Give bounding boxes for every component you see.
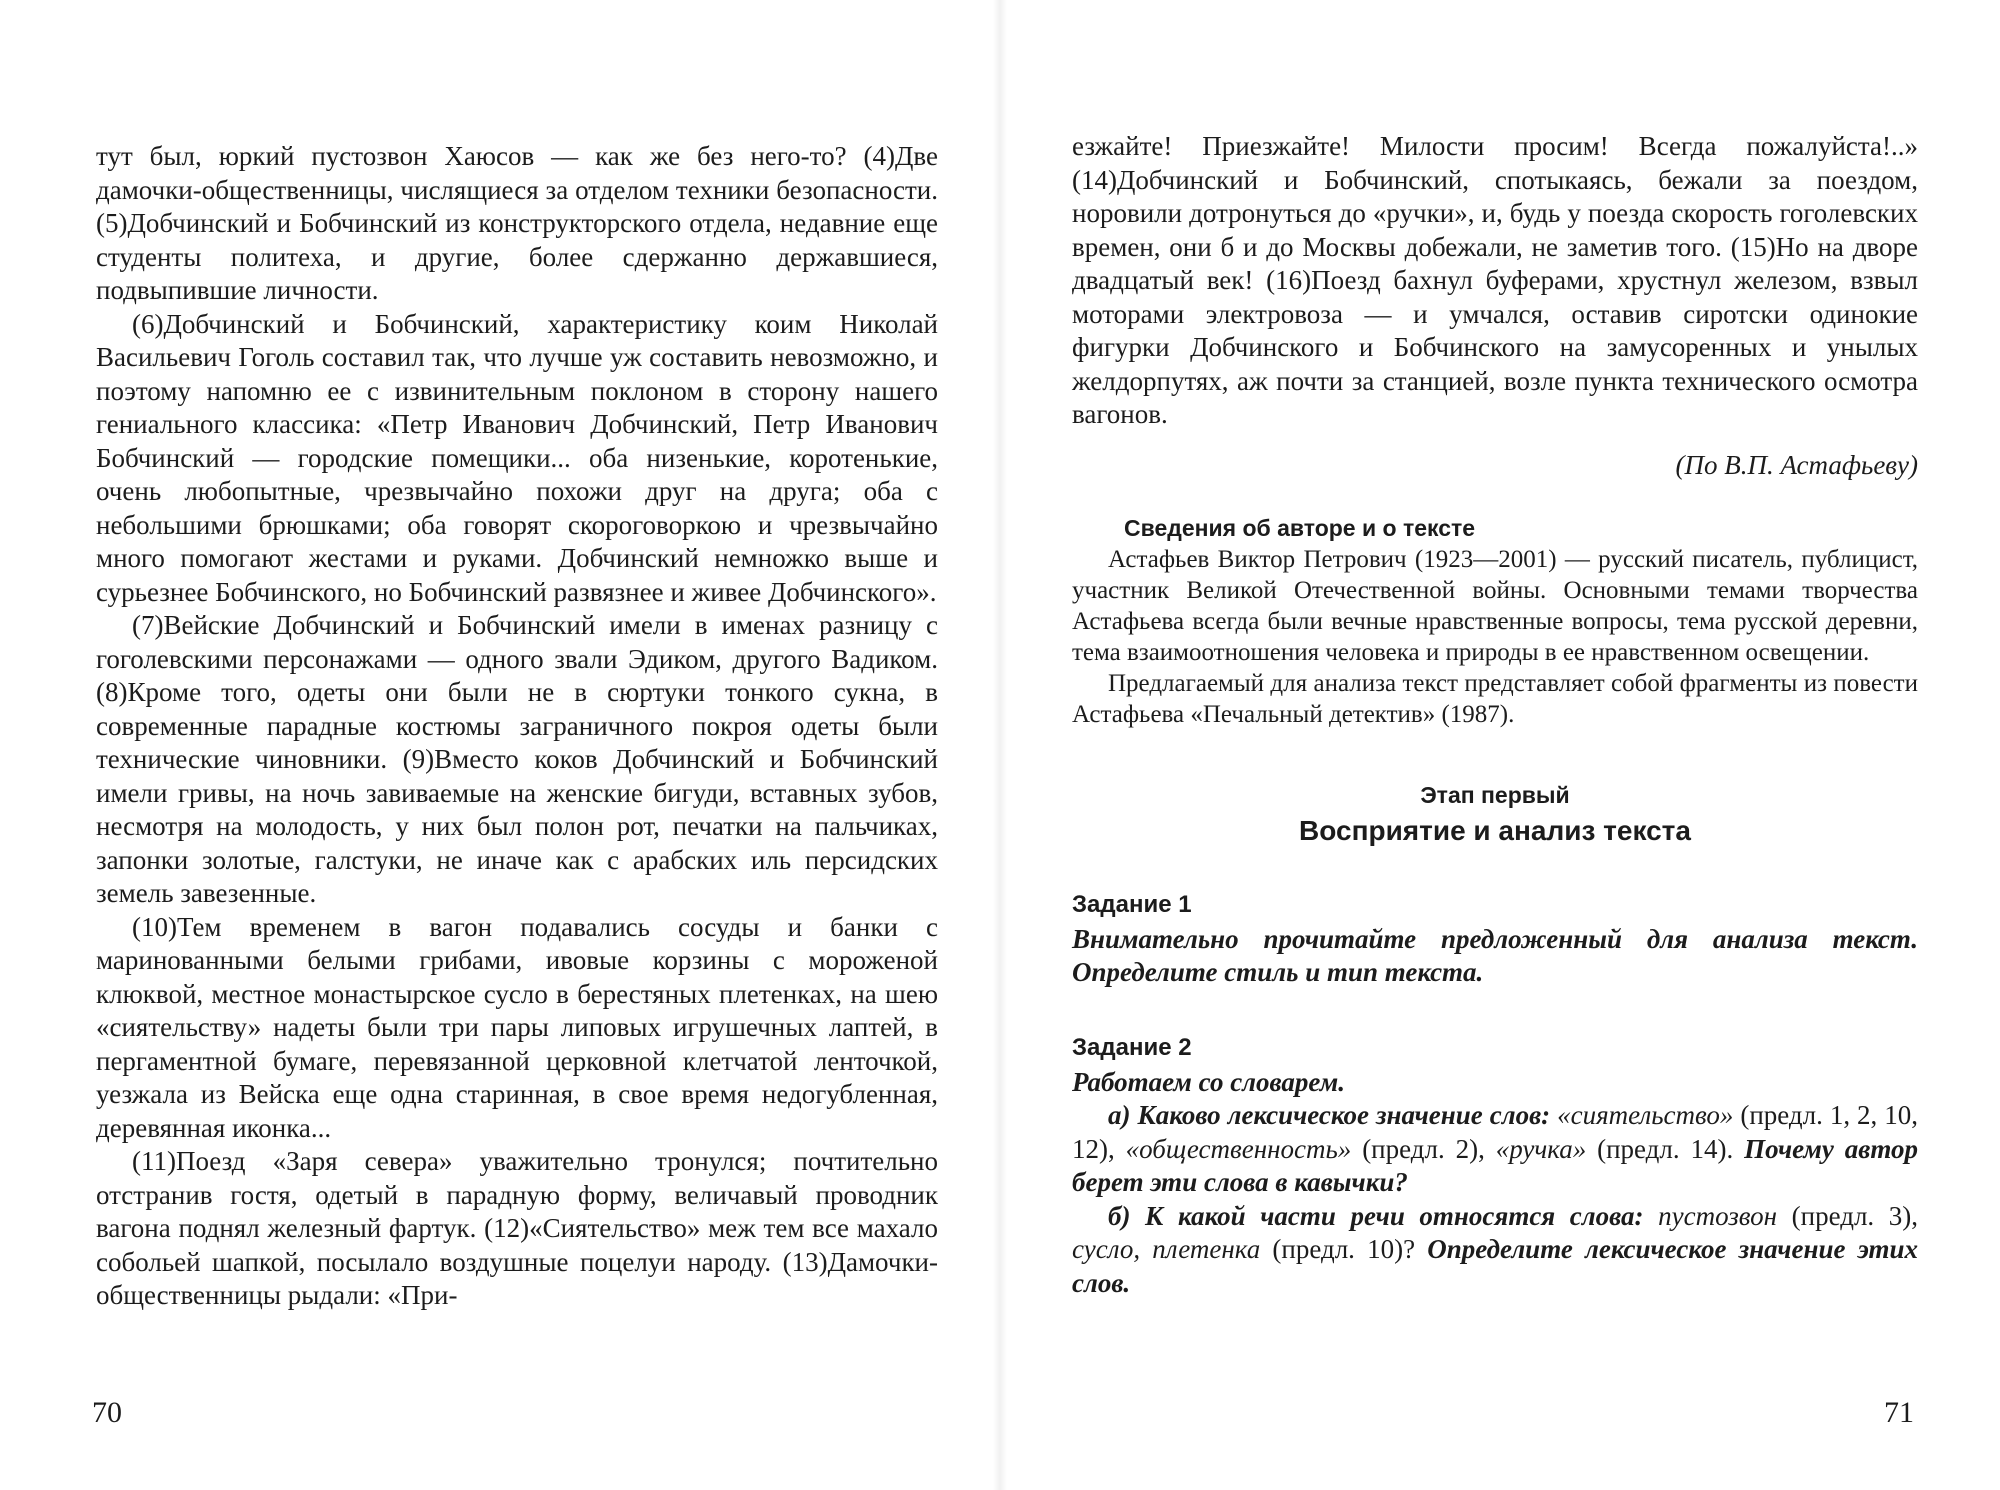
stage-title: Восприятие и анализ текста [1299,814,1691,846]
task-2a-ref-3: (предл. 14). [1597,1133,1734,1164]
task-2b-question: б) К какой части речи относятся слова: [1108,1200,1644,1231]
task-2b-word-1: пустозвон [1658,1200,1778,1231]
left-paragraph-5: (11)Поезд «Заря севера» уважительно тронулся; почтительно отстранив гостя, одетый в парадную форму, величавый проводник вагона поднял железный фартук. (12)«Сиятельство» меж тем все махало собольей шапкой, посылало воздушные поцелуи народу. (13)Дамочки-общественницы рыдали: «При- [96,1146,938,1310]
task-2a-question: а) Каково лексическое значение слов: [1108,1100,1551,1130]
page-number-left: 70 [92,1396,122,1429]
task-2a-word-3: «ручка» [1495,1133,1587,1164]
task-1-heading: Задание 1 [1072,890,1192,918]
task-2-question-a [1072,1099,1918,1200]
task-2b-question-2: Определите лексическое значение этих слов. [1072,1234,1918,1298]
task-2a-word-2: «общественность» [1125,1133,1352,1164]
attribution: (По В.П. Астафьеву) [1675,449,1918,480]
task-2-intro: Работаем со словарем. [1072,1066,1345,1097]
left-paragraph-4: (10)Тем временем в вагон подавались сосуды и банки с маринованными белыми грибами, ивовые корзины с мороженой клюквой, местное монастырское сусло в берестяных плетенках, на шею «сиятельству» надеты были три пары липовых игрушечных лаптей, в пергаментной бумаге, перевязанной церковной клетчатой ленточкой, уезжала из Вейска еще одна старинная, в свое время недогубленная, деревянная иконка... [96,911,938,1143]
task-2a-ref-1: (предл. 1, 2, 10, 12), [1072,1100,1919,1164]
right-page [1000,0,2000,1490]
task-2b-ref-1: (предл. 3), [1791,1200,1919,1231]
left-paragraph-1: тут был, юркий пустозвон Хаюсов — как же без него-то? (4)Две дамочки-общественницы, числящиеся за отделом техники безопасности. (5)Добчинский и Бобчинский из конструкторского отдела, недавние еще студенты политеха, и другие, более сдержанно державшиеся, подвыпившие личности. [96,141,938,305]
right-paragraph-1: езжайте! Приезжайте! Милости просим! Всегда пожалуйста!..» (14)Добчинский и Бобчинский, спотыкаясь, бежали за поездом, норовили дотронуться до «ручки», и, будь у поезда скорость гоголевских времен, они б и до Москвы добежали, не заметив того. (15)Но на дворе двадцатый век! (16)Поезд бахнул буферами, хрустнул железом, взвыл моторами электровоза — и умчался, оставив сиротски одинокие фигурки Добчинского и Бобчинского на замусоренных и унылых желдорпутях, аж почти за станцией, возле пункта технического осмотра вагонов. [1072,131,1918,429]
task-2a-question-2: Почему автор берет эти слова в кавычки? [1072,1133,1919,1197]
task-2b-word-2: сусло, плетенка [1072,1234,1261,1264]
left-paragraph-3: (7)Вейские Добчинский и Бобчинский имели в именах разницу с гоголевскими персонажами — одного звали Эдиком, другого Вадиком. (8)Кроме того, одеты они были не в сюртуки тонкого сукна, в современные парадные костюмы заграничного покроя одеты были технические чиновники. (9)Вместо коков Добчинский и Бобчинский имели гривы, на ночь завиваемые на женские бигуди, вставных зубов, несмотря на молодость, у них был полон рот, печатки на пальчиках, запонки золотые, галстуки, не иначе как с арабских иль персидских земель завезенные. [96,610,938,908]
stage-label: Этап первый [1420,781,1570,808]
left-paragraph-2: (6)Добчинский и Бобчинский, характеристику коим Николай Васильевич Гоголь составил так, что лучше уж составить невозможно, и поэтому напомню ее с извинительным поклоном в сторону нашего гениального классика: «Петр Иванович Добчинский, Петр Иванович Бобчинский — городские помещики... оба низенькие, коротенькие, очень любопытные, чрезвычайно похожи друг на друга; оба с небольшими брюшками; оба говорят скороговоркою и чрезвычайно много помогают жестами и руками. Добчинский немножко выше и сурьезнее Бобчинского, но Бобчинский развязнее и живее Добчинского». [96,308,938,607]
task-2-question-b [1072,1200,1918,1301]
task-1-text: Внимательно прочитайте предложенный для анализа текст. Определите стиль и тип текста. [1072,923,1918,987]
task-2a-word-1: «сиятельство» [1557,1100,1734,1130]
author-info-paragraph-2: Предлагаемый для анализа текст представляет собой фрагменты из повести Астафьева «Печальный детектив» (1987). [1072,669,1918,728]
task-2-heading: Задание 2 [1072,1033,1192,1061]
page-number-right: 71 [1884,1396,1914,1429]
author-info-paragraph-1: Астафьев Виктор Петрович (1923—2001) — русский писатель, публицист, участник Великой Отечественной войны. Основными темами творчества Астафьева всегда были вечные нравственные вопросы, тема русской деревни, тема взаимоотношения человека и природы в ее нравственном освещении. [1072,545,1918,666]
task-2a-ref-2: (предл. 2), [1362,1133,1485,1164]
task-2b-ref-2: (предл. 10)? [1272,1234,1416,1264]
right-text-column [1072,130,1918,1300]
left-text-column [96,140,938,1313]
author-info-heading: Сведения об авторе и о тексте [1124,514,1476,541]
